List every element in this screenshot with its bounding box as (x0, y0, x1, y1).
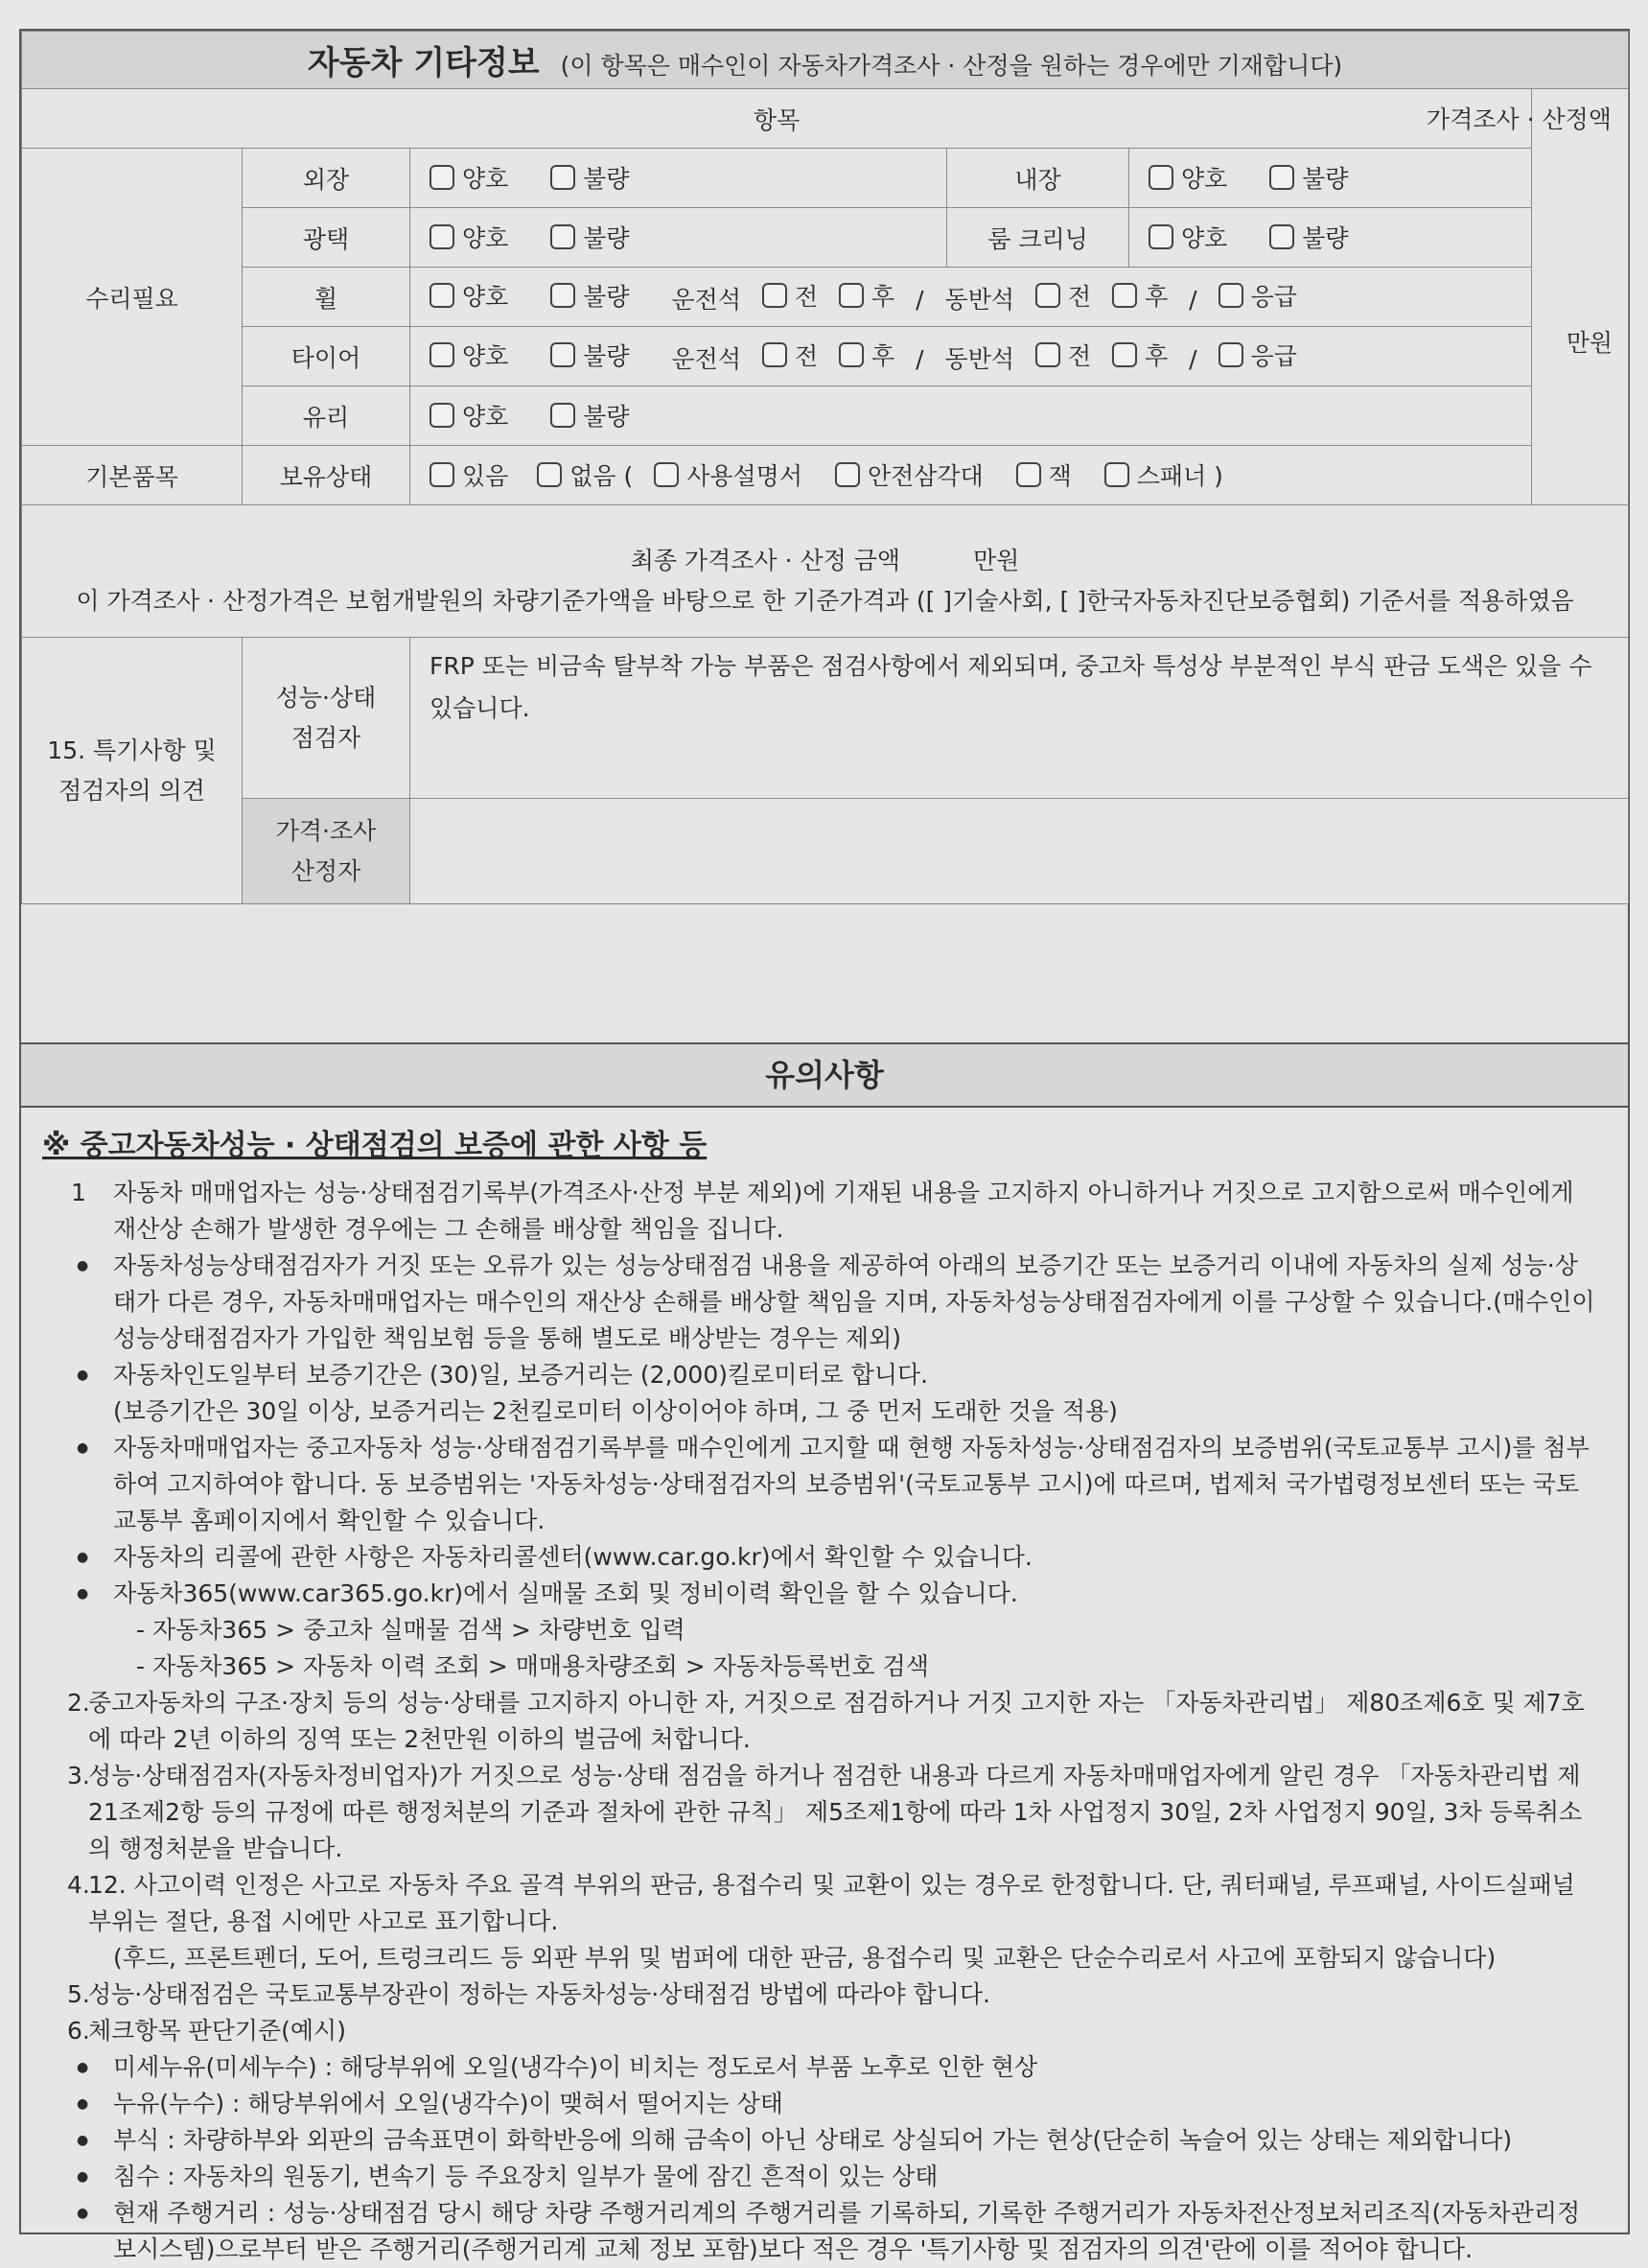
wheel-options (410, 268, 1532, 327)
note-text: 12. 사고이력 인정은 사고로 자동차 주요 골격 부위의 판금, 용접수리 및 교환이 있는 경우로 한정합니다. 단, 쿼터패널, 루프패널, 사이드실패널 부위는 절단, 용접 시에만 사고로 표기합니다. (88, 1871, 1575, 1935)
tire-passenger-rear-checkbox[interactable] (1112, 342, 1137, 367)
note-number: 6. (67, 2017, 90, 2045)
wheel-driver-front-checkbox[interactable] (762, 283, 787, 308)
bullet-icon: ● (77, 1586, 89, 1602)
jack-checkbox[interactable] (1016, 462, 1041, 487)
row-exterior: 외장 (243, 149, 410, 208)
row-gloss: 광택 (243, 208, 410, 268)
note-item (21, 1758, 1628, 1867)
gloss-options (410, 208, 947, 268)
glass-bad-checkbox[interactable] (550, 403, 575, 428)
note-item (21, 1539, 1628, 1576)
opt-label: 전 (794, 342, 819, 370)
opt-label: 잭 (1048, 462, 1072, 490)
bullet-icon: ● (77, 1440, 89, 1456)
bullet-icon: ● (77, 2206, 89, 2221)
note-item (21, 1940, 1628, 1976)
interior-options (1129, 149, 1532, 208)
note-item (21, 2086, 1628, 2122)
note-number: 3. (67, 1762, 90, 1789)
manual-checkbox[interactable] (654, 462, 679, 487)
special-label-line: 점검자의 의견 (58, 776, 205, 805)
note-text: 미세누유(미세누수) : 해당부위에 오일(냉각수)이 비치는 정도로서 부품 노후로 인한 현상 (113, 2053, 1038, 2081)
exterior-bad-checkbox[interactable] (550, 165, 575, 190)
note-text: 누유(누수) : 해당부위에서 오일(냉각수)이 맺혀서 떨어지는 상태 (113, 2090, 783, 2117)
note-text: 자동차의 리콜에 관한 사항은 자동차리콜센터(www.car.go.kr)에서 확인할 수 있습니다. (113, 1543, 1033, 1571)
pricer-label-line: 가격·조사 (275, 816, 377, 845)
opt-label: 양호 (1181, 224, 1228, 252)
opt-label: 없음 ( (569, 462, 634, 490)
notes-section (21, 1042, 1628, 2268)
pricer-label (243, 799, 410, 904)
opt-label: 운전석 (671, 286, 741, 314)
opt-label: 운전석 (671, 345, 741, 373)
note-item (21, 2122, 1628, 2159)
group-basic: 기본품목 (22, 446, 243, 505)
section-note: (이 항목은 매수인이 자동차가격조사 · 산정을 원하는 경우에만 기재합니다) (560, 52, 1343, 80)
inspector-label-line: 성능·상태 (275, 683, 377, 712)
opt-label: 불량 (583, 403, 630, 431)
pricer-label-line: 산정자 (290, 856, 361, 885)
opt-label: / (916, 345, 924, 373)
price-basis-text: 이 가격조사 · 산정가격은 보험개발원의 차량기준가액을 바탕으로 한 기준가격과 ([ ]기술사회, [ ]한국자동차진단보증협회) 기준서를 적용하였음 (22, 582, 1629, 638)
note-text: 침수 : 자동차의 원동기, 변속기 등 주요장치 일부가 물에 잠긴 흔적이 있는 상태 (113, 2163, 939, 2190)
note-text: 현재 주행거리 : 성능·상태점검 당시 해당 차량 주행거리계의 주행거리를 기록하되, 기록한 주행거리가 자동차전산정보처리조직(자동차관리정보시스템)으로부터 받은 주행거리(주행거리계 교체 정보 포함)보다 적은 경우 '특기사항 및 점검자의 의견'란에 이를 적어야 합니다. (113, 2199, 1581, 2263)
note-item (21, 1976, 1628, 2013)
opt-label: 양호 (462, 224, 509, 252)
tire-passenger-front-checkbox[interactable] (1035, 342, 1060, 367)
room-bad-checkbox[interactable] (1269, 224, 1294, 249)
opt-label: 전 (1067, 342, 1092, 370)
section-header (22, 32, 1629, 89)
row-interior: 내장 (947, 149, 1129, 208)
glass-options (410, 386, 1532, 446)
note-item (21, 1867, 1628, 1940)
note-item (21, 1175, 1628, 1248)
opt-label: 스패너 ) (1136, 462, 1223, 490)
note-item (21, 1648, 1628, 1685)
bullet-icon: ● (77, 1258, 89, 1274)
note-text: 성능·상태점검은 국토교통부장관이 정하는 자동차성능·상태점검 방법에 따라야 합니다. (88, 1980, 990, 2008)
wheel-bad-checkbox[interactable] (550, 283, 575, 308)
triangle-checkbox[interactable] (835, 462, 860, 487)
note-text: - 자동차365 > 자동차 이력 조회 > 매매용차량조회 > 자동차등록번호 검색 (136, 1652, 929, 1680)
note-text: 중고자동차의 구조·장치 등의 성능·상태를 고지하지 아니한 자, 거짓으로 점검하거나 거짓 고지한 자는 「자동차관리법」 제80조제6호 및 제7호에 따라 2년 이하의 징역 또는 2천만원 이하의 벌금에 처합니다. (88, 1689, 1585, 1753)
note-number: 1 (71, 1179, 86, 1206)
price-unit: 만원 (1566, 329, 1613, 357)
opt-label: 후 (1145, 342, 1169, 370)
interior-good-checkbox[interactable] (1149, 165, 1173, 190)
note-text: 성능·상태점검자(자동차정비업자)가 거짓으로 성능·상태 점검을 하거나 점검한 내용과 다르게 자동차매매업자에게 알린 경우 「자동차관리법 제21조제2항 등의 규정에 따른 행정처분의 기준과 절차에 관한 규칙」 제5조제1항에 따라 1차 사업정지 30일, 2차 사업정지 90일, 3차 등록취소의 행정처분을 받습니다. (88, 1762, 1583, 1862)
vehicle-other-info-table (21, 31, 1629, 904)
bullet-icon: ● (77, 2060, 89, 2075)
possession-yes-checkbox[interactable] (429, 462, 454, 487)
note-text: (후드, 프론트펜더, 도어, 트렁크리드 등 외판 부위 및 범퍼에 대한 판금, 용접수리 및 교환은 단순수리로서 사고에 포함되지 않습니다) (113, 1944, 1497, 1972)
opt-label: 동반석 (944, 345, 1014, 373)
notes-title: 유의사항 (21, 1042, 1628, 1108)
opt-label: / (1189, 345, 1197, 373)
opt-label: 후 (1145, 283, 1169, 311)
opt-label: 양호 (1181, 165, 1228, 193)
bullet-icon: ● (77, 2096, 89, 2112)
gloss-good-checkbox[interactable] (429, 224, 454, 249)
pricer-opinion-field[interactable] (410, 799, 1629, 904)
note-text: 체크항목 판단기준(예시) (88, 2017, 346, 2045)
opt-label: 불량 (583, 342, 630, 370)
note-text: 자동차 매매업자는 성능·상태점검기록부(가격조사·산정 부분 제외)에 기재된 내용을 고지하지 아니하거나 거짓으로 고지함으로써 매수인에게 재산상 손해가 발생한 경우에는 그 손해를 배상할 책임을 집니다. (113, 1179, 1574, 1243)
notes-subtitle: ※ 중고자동차성능 · 상태점검의 보증에 관한 사항 등 (42, 1129, 708, 1162)
opt-label: 양호 (462, 283, 509, 311)
tire-driver-rear-checkbox[interactable] (839, 342, 864, 367)
note-number: 2. (67, 1689, 90, 1717)
note-text: 자동차인도일부터 보증기간은 (30)일, 보증거리는 (2,000)킬로미터로 합니다. (113, 1361, 929, 1389)
note-number: 5. (67, 1980, 90, 2008)
note-item (21, 1430, 1628, 1539)
bullet-icon: ● (77, 2169, 89, 2185)
opt-label: 응급 (1250, 283, 1297, 311)
tire-emergency-checkbox[interactable] (1219, 342, 1243, 367)
final-price-row (22, 505, 1629, 582)
row-tire: 타이어 (243, 327, 410, 386)
note-text: 부식 : 차량하부와 외판의 금속표면이 화학반응에 의해 금속이 아닌 상태로 상실되어 가는 현상(단순히 녹슬어 있는 상태는 제외합니다) (113, 2126, 1513, 2154)
row-room-cleaning: 룸 크리닝 (947, 208, 1129, 268)
group-repair: 수리필요 (22, 149, 243, 446)
note-item (21, 2049, 1628, 2086)
opt-label: 양호 (462, 342, 509, 370)
exterior-options (410, 149, 947, 208)
wheel-driver-rear-checkbox[interactable] (839, 283, 864, 308)
tire-options (410, 327, 1532, 386)
gloss-bad-checkbox[interactable] (550, 224, 575, 249)
final-price-label: 최종 가격조사 · 산정 금액 (630, 546, 901, 574)
opt-label: 안전삼각대 (867, 462, 984, 490)
wheel-passenger-front-checkbox[interactable] (1035, 283, 1060, 308)
note-item (21, 1248, 1628, 1357)
note-text: 자동차365(www.car365.go.kr)에서 실매물 조회 및 정비이력 확인을 할 수 있습니다. (113, 1579, 1018, 1607)
inspector-label-line: 점검자 (290, 723, 361, 752)
note-item (21, 1685, 1628, 1758)
opt-label: 불량 (583, 224, 630, 252)
tire-driver-front-checkbox[interactable] (762, 342, 787, 367)
inspector-label (243, 638, 410, 799)
note-item (21, 1576, 1628, 1612)
price-column (1532, 89, 1629, 505)
tire-bad-checkbox[interactable] (550, 342, 575, 367)
exterior-good-checkbox[interactable] (429, 165, 454, 190)
note-item (21, 1393, 1628, 1430)
wheel-passenger-rear-checkbox[interactable] (1112, 283, 1137, 308)
opt-label: 사용설명서 (686, 462, 802, 490)
note-item (21, 2013, 1628, 2049)
note-text: 자동차매매업자는 중고자동차 성능·상태점검기록부를 매수인에게 고지할 때 현행 자동차성능·상태점검자의 보증범위(국토교통부 고시)를 첨부하여 고지하여야 합니다. 동 보증범위는 '자동차성능·상태점검자의 보증범위'(국토교통부 고시)에 따르며, 법제처 국가법령정보센터 또는 국토교통부 홈페이지에서 확인할 수 있습니다. (113, 1434, 1590, 1534)
opt-label: 응급 (1250, 342, 1297, 370)
row-wheel: 휠 (243, 268, 410, 327)
opt-label: 후 (871, 342, 895, 370)
bullet-icon: ● (77, 1368, 89, 1383)
wheel-emergency-checkbox[interactable] (1219, 283, 1243, 308)
row-glass: 유리 (243, 386, 410, 446)
note-number: 4. (67, 1871, 90, 1899)
bullet-icon: ● (77, 2133, 89, 2148)
note-text: (보증기간은 30일 이상, 보증거리는 2천킬로미터 이상이어야 하며, 그 중 먼저 도래한 것을 적용) (113, 1397, 1118, 1425)
bullet-icon: ● (77, 1550, 89, 1565)
opt-label: 불량 (1302, 165, 1349, 193)
section-title: 자동차 기타정보 (307, 44, 540, 82)
form-page (19, 29, 1630, 2263)
opt-label: / (916, 286, 924, 314)
note-item (21, 2195, 1628, 2268)
glass-good-checkbox[interactable] (429, 403, 454, 428)
opt-label: 있음 (462, 462, 509, 490)
notes-list (21, 1175, 1628, 2268)
note-item (21, 1612, 1628, 1648)
room-good-checkbox[interactable] (1149, 224, 1173, 249)
possession-no-checkbox[interactable] (537, 462, 562, 487)
opt-label: 불량 (1302, 224, 1349, 252)
special-label-line: 15. 특기사항 및 (47, 736, 217, 764)
opt-label: 동반석 (944, 286, 1014, 314)
opt-label: 전 (1067, 283, 1092, 311)
opt-label: 불량 (583, 165, 630, 193)
tire-good-checkbox[interactable] (429, 342, 454, 367)
opt-label: 양호 (462, 403, 509, 431)
interior-bad-checkbox[interactable] (1269, 165, 1294, 190)
opt-label: 후 (871, 283, 895, 311)
opt-label: / (1189, 286, 1197, 314)
note-text: 자동차성능상태점검자가 거짓 또는 오류가 있는 성능상태점검 내용을 제공하여 아래의 보증기간 또는 보증거리 이내에 자동차의 실제 성능·상태가 다른 경우, 자동차매매업자는 매수인의 재산상 손해를 배상할 책임을 지며, 자동차성능상태점검자에게 이를 구상할 수 있습니다.(매수인이 성능상태점검자가 가입한 책임보험 등을 통해 별도로 배상받는 경우는 제외) (113, 1251, 1595, 1352)
possession-options (410, 446, 1532, 505)
special-notes-label (22, 638, 243, 904)
row-possession: 보유상태 (243, 446, 410, 505)
final-price-unit: 만원 (972, 546, 1020, 574)
note-item (21, 1357, 1628, 1393)
room-options (1129, 208, 1532, 268)
opt-label: 불량 (583, 283, 630, 311)
opt-label: 전 (794, 283, 819, 311)
note-text: - 자동차365 > 중고차 실매물 검색 > 차량번호 입력 (136, 1616, 685, 1644)
note-item (21, 2159, 1628, 2195)
item-column-header: 항목 (22, 89, 1532, 149)
inspector-opinion-text[interactable]: FRP 또는 비금속 탈부착 가능 부품은 점검사항에서 제외되며, 중고차 특성상 부분적인 부식 판금 도색은 있을 수 있습니다. (410, 638, 1629, 799)
opt-label: 양호 (462, 165, 509, 193)
spanner-checkbox[interactable] (1104, 462, 1129, 487)
wheel-good-checkbox[interactable] (429, 283, 454, 308)
price-column-header: 가격조사 · 산정액 (1427, 105, 1612, 133)
